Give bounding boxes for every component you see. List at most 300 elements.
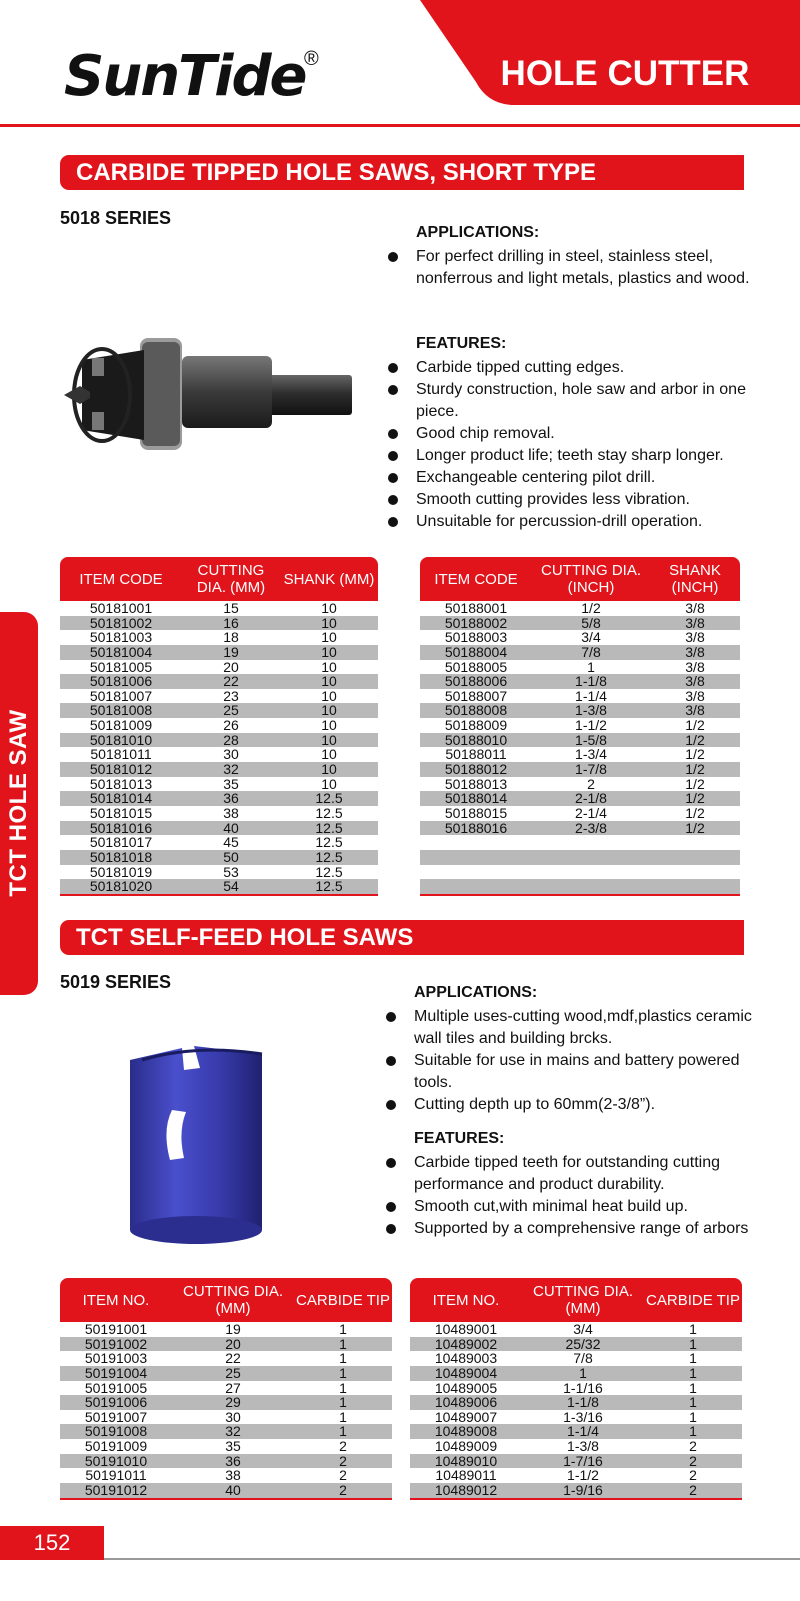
table-cell: 2-3/8	[575, 819, 607, 836]
table-row	[60, 601, 378, 616]
table-cell: 10489001	[434, 1321, 498, 1337]
feature-item: Unsuitable for percussion-drill operation.	[388, 511, 760, 533]
table-cell	[532, 835, 650, 850]
table-cell: 1	[339, 1394, 347, 1411]
table-row	[420, 865, 740, 880]
table-row	[420, 879, 740, 894]
table-cell: 1	[689, 1364, 697, 1381]
column-header: ITEM CODE	[434, 570, 518, 588]
table-cell: 50181020	[89, 878, 153, 895]
table-cell: 3/8	[685, 702, 705, 719]
table-cell: 7/8	[581, 643, 601, 660]
table-row	[60, 835, 378, 850]
table-cell: 1-7/16	[563, 1452, 603, 1469]
table-row	[420, 747, 740, 762]
table-5018-inch	[420, 557, 740, 896]
table-cell: 1-9/16	[563, 1482, 603, 1499]
column-header: CUTTING DIA. (MM)	[196, 562, 266, 596]
table-cell: 3/8	[685, 673, 705, 690]
table-cell: 50191012	[84, 1482, 148, 1499]
table-cell: 50191001	[84, 1321, 148, 1337]
table-cell: 38	[225, 1467, 241, 1484]
applications-heading: APPLICATIONS:	[416, 224, 540, 241]
table-cell: 19	[225, 1321, 241, 1337]
table-cell: 10	[321, 746, 337, 763]
table-cell: 50191005	[84, 1379, 148, 1396]
table-cell: 10489011	[435, 1467, 497, 1484]
table-cell	[650, 850, 740, 865]
feature-item: Smooth cut,with minimal heat build up.	[386, 1196, 760, 1218]
table-cell: 32	[225, 1423, 241, 1440]
table-cell: 1	[587, 658, 595, 675]
table-cell: 10489002	[434, 1335, 498, 1352]
table-cell: 27	[225, 1379, 241, 1396]
table-row	[60, 733, 378, 748]
table-cell: 15	[223, 600, 239, 616]
table-cell: 1-7/8	[575, 761, 607, 778]
table-cell: 50188015	[444, 804, 508, 821]
registered-mark: ®	[304, 48, 319, 70]
table-cell: 1/2	[685, 761, 705, 778]
table-header	[420, 557, 740, 601]
table-cell: 12.5	[315, 819, 343, 836]
table-cell: 50181018	[89, 848, 153, 865]
table-cell: 35	[223, 775, 239, 792]
table-row	[420, 791, 740, 806]
table-cell: 1/2	[685, 804, 705, 821]
table-row	[60, 1322, 392, 1337]
table-cell	[532, 865, 650, 880]
table-row	[60, 1439, 392, 1454]
table-cell: 50188001	[444, 600, 508, 616]
table-cell: 53	[223, 863, 239, 880]
features-block-5019	[386, 1128, 760, 1240]
table-row	[420, 645, 740, 660]
table-row	[60, 1381, 392, 1396]
table-cell	[420, 865, 532, 880]
table-cell: 2	[339, 1438, 347, 1455]
table-row	[410, 1337, 742, 1352]
table-cell: 50188009	[444, 717, 508, 734]
applications-heading: APPLICATIONS:	[414, 984, 538, 1001]
footer-divider	[104, 1558, 800, 1560]
table-cell: 50181008	[89, 702, 153, 719]
table-cell: 50188006	[444, 673, 508, 690]
brand-logo: SunTide	[64, 44, 306, 109]
table-cell: 10	[321, 731, 337, 748]
table-cell: 1-1/4	[575, 687, 607, 704]
table-cell: 12.5	[315, 878, 343, 895]
table-cell: 1-1/16	[563, 1379, 603, 1396]
table-cell: 1	[339, 1321, 347, 1337]
table-cell: 22	[223, 673, 239, 690]
feature-item: Carbide tipped teeth for outstanding cutting performance and product durability.	[386, 1152, 760, 1196]
column-header: CUTTING DIA. (MM)	[183, 1283, 283, 1317]
table-cell: 50188013	[444, 775, 508, 792]
application-item: Suitable for use in mains and battery powered tools.	[386, 1050, 760, 1094]
table-cell: 10	[321, 629, 337, 646]
table-cell: 3/8	[685, 658, 705, 675]
table-row	[410, 1439, 742, 1454]
table-cell: 50	[223, 848, 239, 865]
applications-block-5019	[386, 982, 760, 1116]
table-cell: 25	[225, 1364, 241, 1381]
table-row	[420, 660, 740, 675]
application-item: For perfect drilling in steel, stainless steel, nonferrous and light metals, plastics and wood.	[388, 246, 760, 290]
table-cell: 2-1/8	[575, 790, 607, 807]
table-cell: 30	[225, 1408, 241, 1425]
table-row	[60, 689, 378, 704]
table-row	[410, 1351, 742, 1366]
table-cell: 10489003	[434, 1350, 498, 1367]
table-cell: 10	[321, 600, 337, 616]
table-cell: 1-3/8	[567, 1438, 599, 1455]
table-cell: 10489005	[434, 1379, 498, 1396]
table-cell: 50181016	[89, 819, 153, 836]
applications-block-5018	[388, 222, 760, 290]
table-cell: 12.5	[315, 834, 343, 851]
table-cell: 50181007	[89, 687, 153, 704]
table-cell: 50181005	[89, 658, 153, 675]
table-cell: 10489008	[434, 1423, 498, 1440]
table-cell: 1	[689, 1394, 697, 1411]
table-row	[420, 821, 740, 836]
table-cell: 45	[223, 834, 239, 851]
table-cell: 2	[339, 1482, 347, 1499]
table-cell: 50188011	[445, 746, 507, 763]
table-row	[410, 1322, 742, 1337]
column-header: SHANK (INCH)	[669, 562, 721, 596]
table-cell: 50181014	[89, 790, 153, 807]
table-row	[60, 806, 378, 821]
table-cell: 1	[689, 1379, 697, 1396]
table-cell: 30	[223, 746, 239, 763]
table-cell: 1/2	[685, 775, 705, 792]
table-row	[60, 703, 378, 718]
table-cell: 1	[339, 1364, 347, 1381]
features-block-5018	[388, 333, 760, 533]
section-title-carbide: CARBIDE TIPPED HOLE SAWS, SHORT TYPE	[60, 155, 744, 190]
table-row	[420, 630, 740, 645]
feature-item: Good chip removal.	[388, 423, 760, 445]
column-header: CUTTING DIA. (MM)	[533, 1283, 633, 1317]
table-cell: 50188003	[444, 629, 508, 646]
table-cell: 38	[223, 804, 239, 821]
table-row	[60, 674, 378, 689]
table-cell: 32	[223, 761, 239, 778]
table-row	[60, 1366, 392, 1381]
table-cell: 2	[689, 1438, 697, 1455]
table-row	[410, 1410, 742, 1425]
feature-item: Carbide tipped cutting edges.	[388, 357, 760, 379]
table-cell: 22	[225, 1350, 241, 1367]
table-row	[420, 733, 740, 748]
table-cell: 10	[321, 702, 337, 719]
table-row	[60, 718, 378, 733]
side-tab-label: TCT HOLE SAW	[5, 709, 32, 897]
column-header: ITEM NO.	[82, 1291, 150, 1309]
table-cell: 1/2	[685, 790, 705, 807]
table-cell: 1	[339, 1379, 347, 1396]
table-cell: 19	[223, 643, 239, 660]
table-cell: 50181015	[89, 804, 153, 821]
table-row	[60, 1395, 392, 1410]
table-cell: 1-1/4	[567, 1423, 599, 1440]
table-cell: 29	[225, 1394, 241, 1411]
table-bottom-rule	[420, 894, 740, 896]
table-cell: 1	[689, 1350, 697, 1367]
table-cell	[650, 835, 740, 850]
feature-item: Exchangeable centering pilot drill.	[388, 467, 760, 489]
table-cell: 50191007	[84, 1408, 148, 1425]
table-cell: 1-1/8	[567, 1394, 599, 1411]
table-cell: 1-3/4	[575, 746, 607, 763]
table-row	[410, 1468, 742, 1483]
table-cell: 1/2	[685, 746, 705, 763]
table-cell: 1	[339, 1408, 347, 1425]
feature-item: Smooth cutting provides less vibration.	[388, 489, 760, 511]
table-cell: 25/32	[565, 1335, 601, 1352]
table-cell: 2	[339, 1467, 347, 1484]
table-row	[420, 601, 740, 616]
table-row	[60, 630, 378, 645]
table-cell: 16	[223, 614, 239, 631]
header-divider	[0, 124, 800, 127]
table-row	[60, 1410, 392, 1425]
table-cell	[532, 879, 650, 894]
table-row	[410, 1395, 742, 1410]
table-cell: 3/8	[685, 687, 705, 704]
table-cell: 50191003	[84, 1350, 148, 1367]
table-cell: 10	[321, 717, 337, 734]
table-row	[420, 674, 740, 689]
table-row	[420, 689, 740, 704]
table-cell: 3/8	[685, 600, 705, 616]
table-cell	[420, 835, 532, 850]
table-cell: 10489007	[434, 1408, 498, 1425]
table-cell: 50181006	[89, 673, 153, 690]
table-header	[60, 557, 378, 601]
table-cell: 26	[223, 717, 239, 734]
table-cell: 50188012	[444, 761, 508, 778]
page-title: HOLE CUTTER	[500, 54, 750, 93]
table-cell: 1	[689, 1335, 697, 1352]
column-header: CUTTING DIA. (INCH)	[541, 562, 641, 596]
table-row	[60, 1424, 392, 1439]
table-cell: 50181019	[89, 863, 153, 880]
table-cell: 25	[223, 702, 239, 719]
table-cell: 10489004	[434, 1364, 498, 1381]
table-cell: 50188014	[444, 790, 508, 807]
table-row	[420, 777, 740, 792]
table-cell: 18	[223, 629, 239, 646]
table-cell	[650, 879, 740, 894]
carbide-hole-saw-image	[62, 330, 362, 465]
table-cell: 10	[321, 673, 337, 690]
column-header: SHANK (MM)	[283, 570, 375, 588]
table-cell: 40	[225, 1482, 241, 1499]
table-cell: 10489006	[434, 1394, 498, 1411]
table-cell: 50188008	[444, 702, 508, 719]
table-cell: 1	[689, 1408, 697, 1425]
table-header	[410, 1278, 742, 1322]
table-cell: 50191010	[84, 1452, 148, 1469]
table-cell: 50181002	[89, 614, 153, 631]
table-cell: 50191004	[84, 1364, 148, 1381]
table-cell: 1/2	[685, 731, 705, 748]
series-label-5018: 5018 SERIES	[60, 208, 172, 228]
table-row	[410, 1381, 742, 1396]
table-cell: 50191008	[84, 1423, 148, 1440]
table-row	[420, 835, 740, 850]
table-cell: 2	[689, 1452, 697, 1469]
feature-item: Sturdy construction, hole saw and arbor in one piece.	[388, 379, 760, 423]
table-cell: 54	[223, 878, 239, 895]
table-cell: 10489012	[434, 1482, 498, 1499]
table-row	[410, 1483, 742, 1498]
table-cell: 50191002	[84, 1335, 148, 1352]
table-cell: 23	[223, 687, 239, 704]
table-cell: 1	[579, 1364, 587, 1381]
application-item: Cutting depth up to 60mm(2-3/8”).	[386, 1094, 760, 1116]
table-cell: 50191009	[84, 1438, 148, 1455]
table-row	[60, 777, 378, 792]
table-row	[60, 660, 378, 675]
table-cell: 50181010	[89, 731, 153, 748]
table-cell: 40	[223, 819, 239, 836]
table-cell: 50181009	[89, 717, 153, 734]
table-cell: 1	[339, 1335, 347, 1352]
table-cell: 1-3/8	[575, 702, 607, 719]
table-cell	[532, 850, 650, 865]
column-header: CARBIDE TIP	[646, 1291, 740, 1309]
table-cell: 10	[321, 687, 337, 704]
table-bottom-rule	[60, 894, 378, 896]
table-cell: 1-1/2	[567, 1467, 599, 1484]
table-cell: 3/4	[581, 629, 601, 646]
table-row	[420, 850, 740, 865]
table-cell: 50181013	[89, 775, 153, 792]
self-feed-hole-saw-image	[122, 1040, 272, 1255]
table-cell: 2-1/4	[575, 804, 607, 821]
application-item: Multiple uses-cutting wood,mdf,plastics ceramic wall tiles and building brcks.	[386, 1006, 760, 1050]
table-cell: 7/8	[573, 1350, 593, 1367]
column-header: ITEM CODE	[79, 570, 163, 588]
table-cell	[420, 879, 532, 894]
table-cell: 2	[339, 1452, 347, 1469]
table-cell: 50181004	[89, 643, 153, 660]
table-cell: 50188010	[444, 731, 508, 748]
table-row	[410, 1424, 742, 1439]
table-cell: 12.5	[315, 848, 343, 865]
table-row	[60, 762, 378, 777]
table-row	[60, 1454, 392, 1469]
table-row	[60, 791, 378, 806]
table-cell	[420, 850, 532, 865]
table-cell: 10489009	[434, 1438, 498, 1455]
table-cell: 10	[321, 658, 337, 675]
table-cell: 1-5/8	[575, 731, 607, 748]
table-cell: 2	[689, 1482, 697, 1499]
table-cell: 36	[223, 790, 239, 807]
table-cell: 50188005	[444, 658, 508, 675]
table-cell: 1	[339, 1423, 347, 1440]
table-row	[420, 703, 740, 718]
table-row	[60, 1483, 392, 1498]
table-cell: 1/2	[581, 600, 601, 616]
table-cell: 50181001	[89, 600, 153, 616]
table-cell: 1	[689, 1321, 697, 1337]
table-5019-mm	[60, 1278, 392, 1500]
table-cell: 1/2	[685, 717, 705, 734]
table-cell: 12.5	[315, 790, 343, 807]
table-row	[60, 616, 378, 631]
table-cell: 10	[321, 775, 337, 792]
table-cell	[650, 865, 740, 880]
table-cell: 50188016	[444, 819, 508, 836]
table-cell: 12.5	[315, 863, 343, 880]
table-row	[420, 762, 740, 777]
table-cell: 50191006	[84, 1394, 148, 1411]
table-cell: 3/8	[685, 643, 705, 660]
table-cell: 10489010	[434, 1452, 498, 1469]
table-row	[60, 879, 378, 894]
table-cell: 2	[689, 1467, 697, 1484]
table-row	[60, 747, 378, 762]
table-cell: 3/8	[685, 629, 705, 646]
table-row	[60, 1351, 392, 1366]
table-cell: 36	[225, 1452, 241, 1469]
table-cell: 3/8	[685, 614, 705, 631]
table-cell: 50188007	[444, 687, 508, 704]
table-row	[420, 806, 740, 821]
table-cell: 35	[225, 1438, 241, 1455]
column-header: ITEM NO.	[432, 1291, 500, 1309]
table-cell: 50181003	[89, 629, 153, 646]
features-heading: FEATURES:	[414, 1130, 505, 1147]
table-row	[60, 1468, 392, 1483]
feature-item: Longer product life; teeth stay sharp longer.	[388, 445, 760, 467]
table-header	[60, 1278, 392, 1322]
table-cell: 50181012	[89, 761, 153, 778]
table-cell: 1/2	[685, 819, 705, 836]
features-heading: FEATURES:	[416, 335, 507, 352]
table-cell: 28	[223, 731, 239, 748]
table-cell: 50191011	[85, 1467, 147, 1484]
table-cell: 10	[321, 614, 337, 631]
table-cell: 20	[225, 1335, 241, 1352]
table-row	[410, 1454, 742, 1469]
table-row	[420, 616, 740, 631]
table-5018-mm	[60, 557, 378, 896]
table-cell: 20	[223, 658, 239, 675]
table-cell: 10	[321, 643, 337, 660]
table-cell: 1	[339, 1350, 347, 1367]
table-cell: 50181017	[89, 834, 153, 851]
table-cell: 50188004	[444, 643, 508, 660]
section-title-self-feed: TCT SELF-FEED HOLE SAWS	[60, 920, 744, 955]
table-cell: 50181011	[90, 746, 152, 763]
table-row	[60, 865, 378, 880]
series-label-5019: 5019 SERIES	[60, 972, 172, 992]
table-cell: 2	[587, 775, 595, 792]
table-cell: 10	[321, 761, 337, 778]
feature-item: Supported by a comprehensive range of arbors	[386, 1218, 760, 1240]
table-cell: 1-3/16	[563, 1408, 603, 1425]
table-cell: 1-1/2	[575, 717, 607, 734]
table-cell: 1-1/8	[575, 673, 607, 690]
table-cell: 50188002	[444, 614, 508, 631]
